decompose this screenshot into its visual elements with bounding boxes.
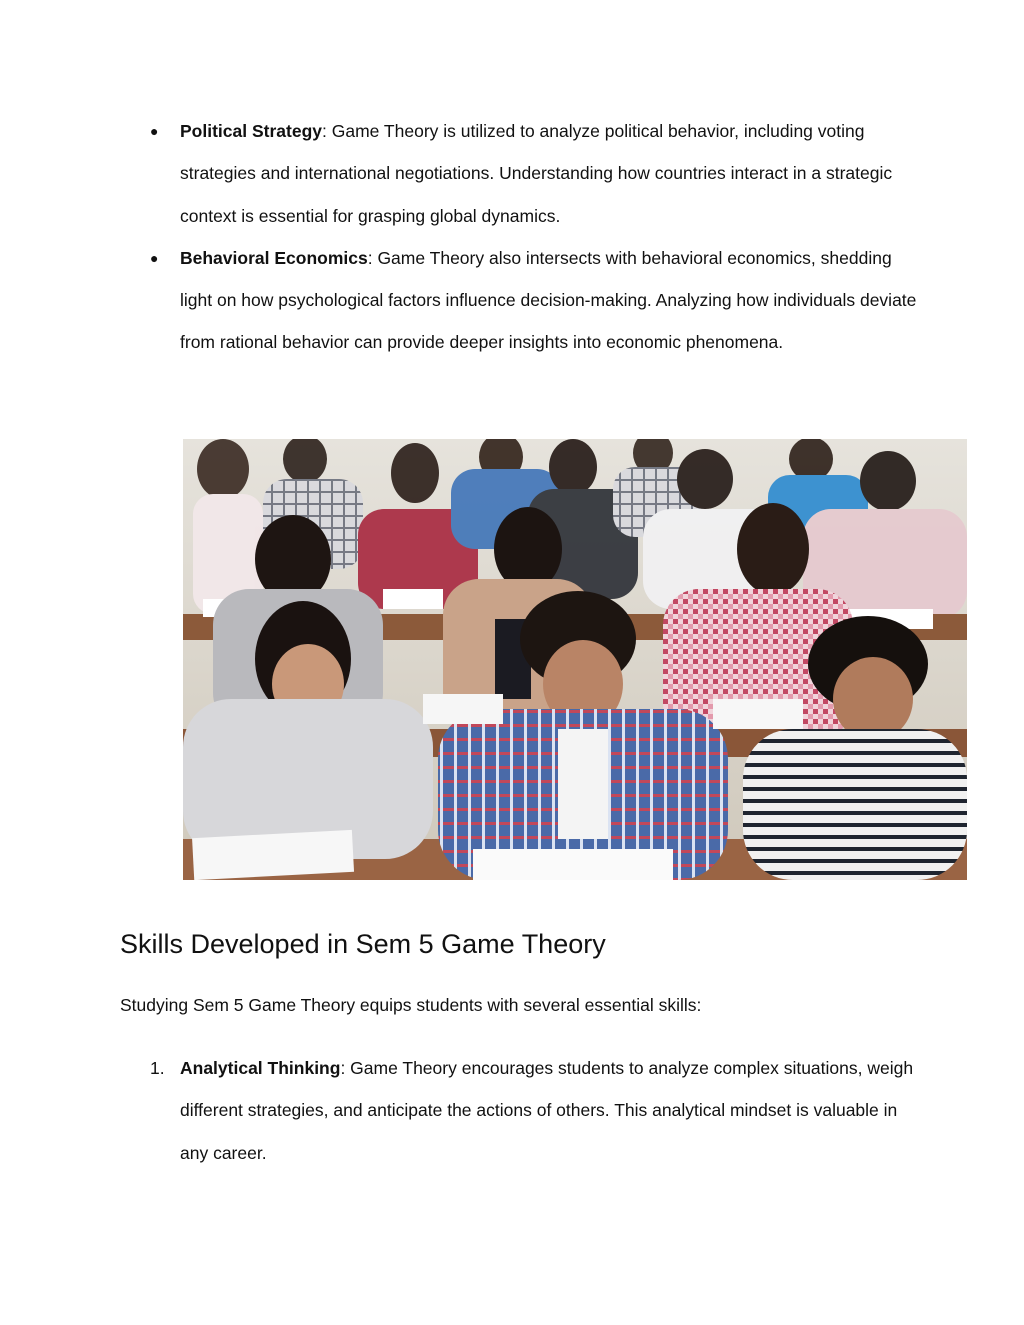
list-item-analytical-thinking (120, 1047, 920, 1174)
list-number: 1. (150, 1058, 165, 1078)
term-political-strategy: Political Strategy (180, 121, 322, 141)
term-analytical-thinking: Analytical Thinking (180, 1058, 341, 1078)
bullet-list (120, 110, 920, 364)
description-analytical-thinking: : Game Theory encourages students to analyze complex situations, weigh different strategies, and anticipate the actions of others. This analytical mindset is valuable in any career. (180, 1058, 914, 1163)
intro-paragraph: Studying Sem 5 Game Theory equips students with several essential skills: (120, 995, 702, 1015)
list-item-behavioral-economics (120, 237, 920, 364)
term-behavioral-economics: Behavioral Economics (180, 247, 368, 268)
bullet-icon: ● (150, 249, 159, 266)
skills-list (120, 1047, 920, 1174)
classroom-photo (183, 439, 967, 880)
section-heading: Skills Developed in Sem 5 Game Theory (120, 929, 606, 959)
description-political-strategy: : Game Theory is utilized to analyze political behavior, including voting strategies and international negotiations. Understanding how countries interact in a strategic context is essential for grasping global dynamics. (180, 121, 893, 226)
list-item-political-strategy (120, 110, 920, 237)
description-behavioral-economics: : Game Theory also intersects with behavioral economics, shedding light on how psychological factors influence decision-making. Analyzing how individuals deviate from rational behavior can provide deeper insights into economic phenomena. (180, 247, 917, 353)
bullet-icon: ● (150, 123, 159, 139)
